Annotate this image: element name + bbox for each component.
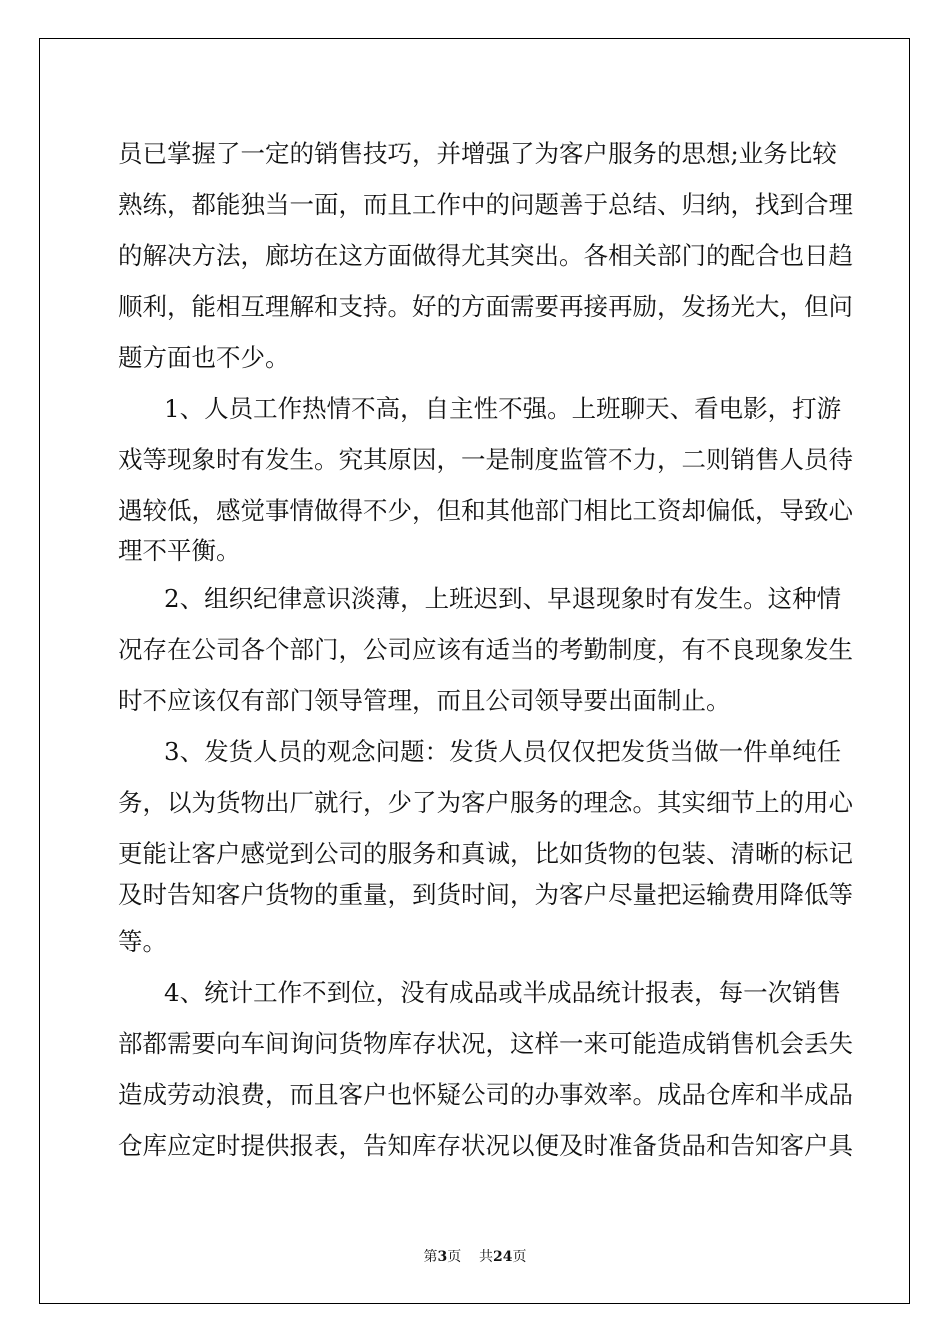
total-pages-number: 24 xyxy=(493,1249,513,1265)
text-line: 况存在公司各个部门，公司应该有适当的考勤制度，有不良现象发生 xyxy=(118,635,853,664)
paragraph-first-line: 3、发货人员的观念问题：发货人员仅仅把发货当做一件单纯任 xyxy=(164,737,842,766)
text-line: 仓库应定时提供报表，告知库存状况以便及时准备货品和告知客户具 xyxy=(118,1131,853,1160)
page-footer xyxy=(0,1246,950,1266)
paragraph-first-line: 2、组织纪律意识淡薄，上班迟到、早退现象时有发生。这种情 xyxy=(164,584,842,613)
page-border xyxy=(39,38,910,1304)
text-line: 理不平衡。 xyxy=(118,536,241,565)
text-line: 顺利，能相互理解和支持。好的方面需要再接再励，发扬光大，但问 xyxy=(118,292,853,321)
total-pages-suffix: 页 xyxy=(512,1249,527,1265)
text-line: 务，以为货物出厂就行，少了为客户服务的理念。其实细节上的用心 xyxy=(118,788,853,817)
text-line: 员已掌握了一定的销售技巧，并增强了为客户服务的思想;业务比较 xyxy=(118,139,837,168)
paragraph-first-line: 4、统计工作不到位，没有成品或半成品统计报表，每一次销售 xyxy=(164,978,842,1007)
text-line: 时不应该仅有部门领导管理，而且公司领导要出面制止。 xyxy=(118,686,731,715)
text-line: 熟练，都能独当一面，而且工作中的问题善于总结、归纳，找到合理 xyxy=(118,190,853,219)
page-number-suffix: 页 xyxy=(447,1249,462,1265)
text-line: 更能让客户感觉到公司的服务和真诚，比如货物的包装、清晰的标记 xyxy=(118,839,853,868)
text-line: 遇较低，感觉事情做得不少，但和其他部门相比工资却偏低，导致心 xyxy=(118,496,853,525)
text-line: 戏等现象时有发生。究其原因，一是制度监管不力，二则销售人员待 xyxy=(118,445,853,474)
text-line: 部都需要向车间询问货物库存状况，这样一来可能造成销售机会丢失 xyxy=(118,1029,853,1058)
current-page-number: 3 xyxy=(437,1249,448,1265)
text-line: 等。 xyxy=(118,927,167,956)
text-line: 的解决方法，廊坊在这方面做得尤其突出。各相关部门的配合也日趋 xyxy=(118,241,853,270)
text-line: 造成劳动浪费，而且客户也怀疑公司的办事效率。成品仓库和半成品 xyxy=(118,1080,853,1109)
total-pages-prefix: 共 xyxy=(479,1249,494,1265)
text-line: 题方面也不少。 xyxy=(118,343,290,372)
text-line: 及时告知客户货物的重量，到货时间，为客户尽量把运输费用降低等 xyxy=(118,880,853,909)
page-number-prefix: 第 xyxy=(423,1249,438,1265)
paragraph-first-line: 1、人员工作热情不高，自主性不强。上班聊天、看电影，打游 xyxy=(164,394,842,423)
